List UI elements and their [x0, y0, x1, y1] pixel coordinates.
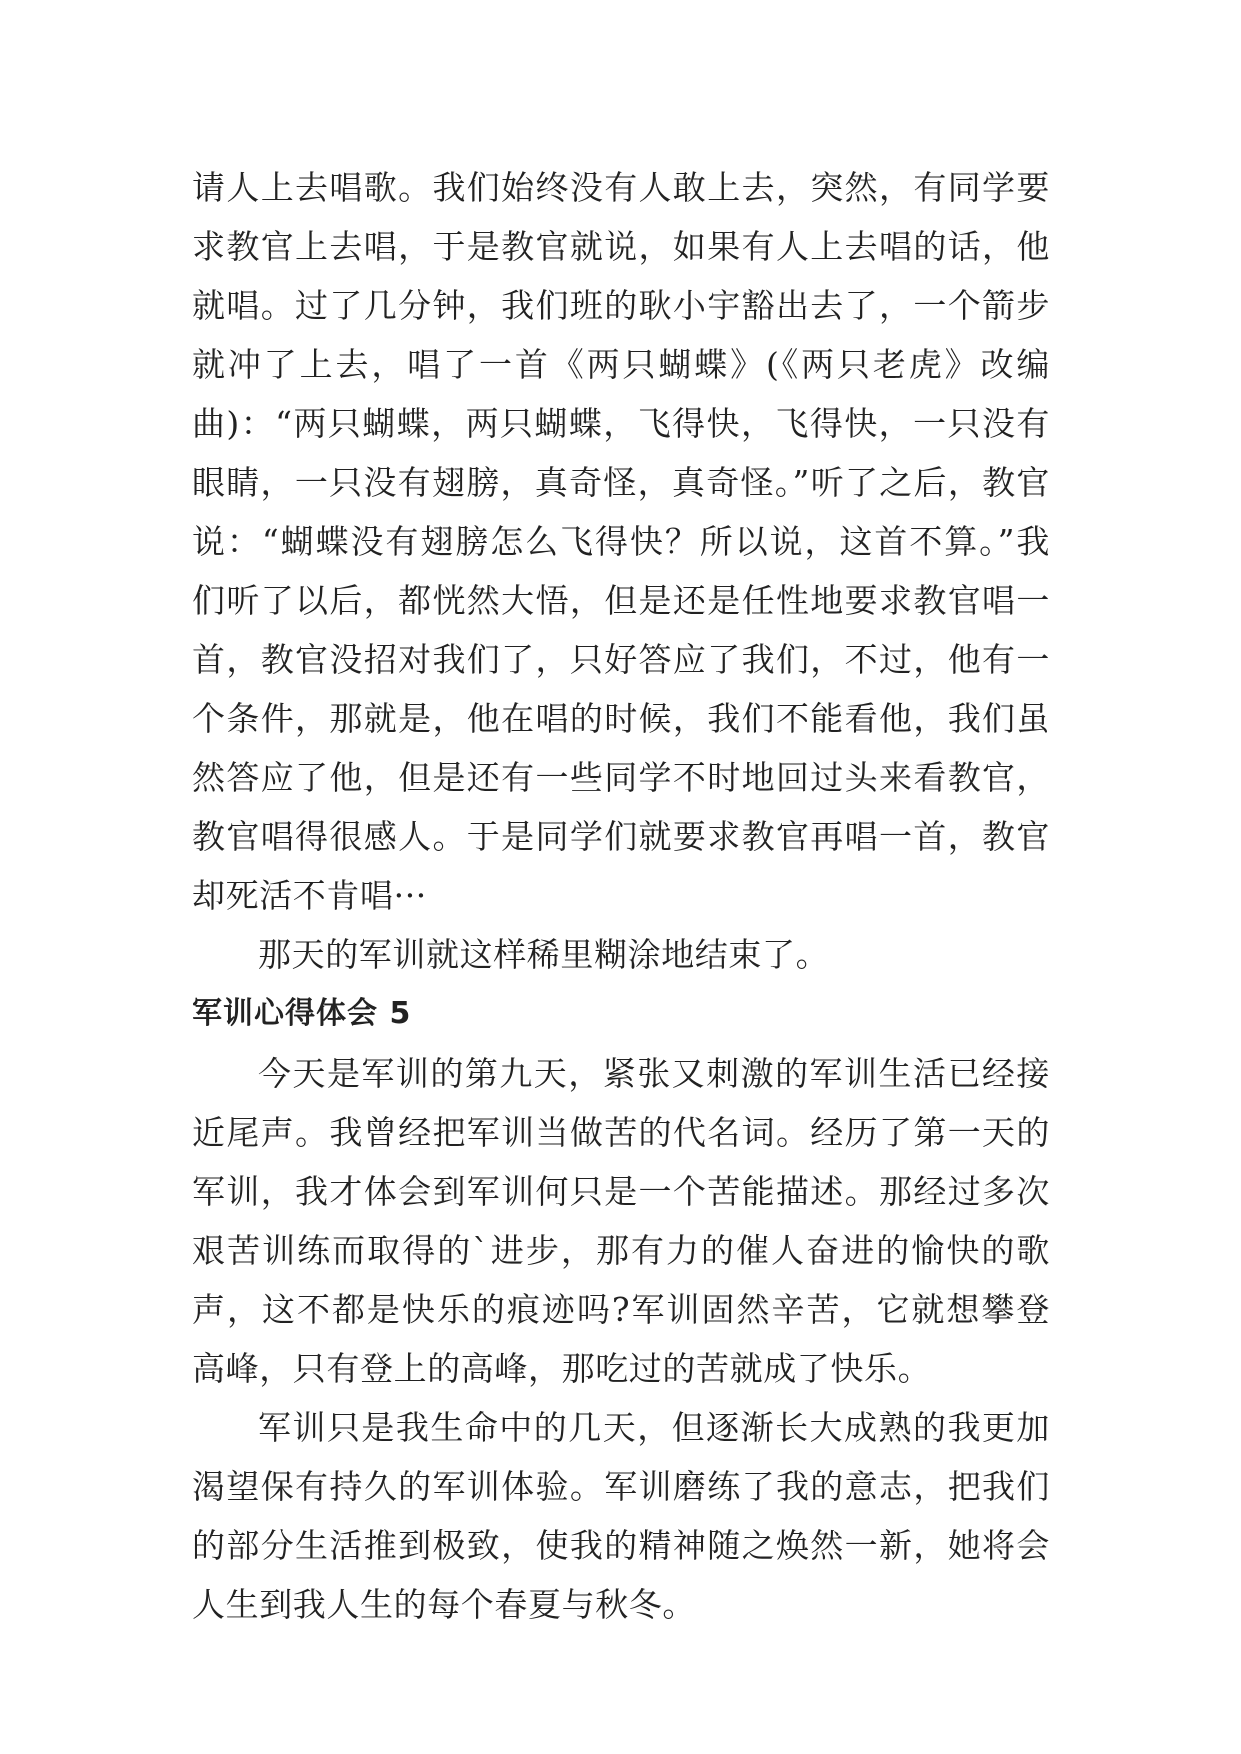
section-paragraph-1: 今天是军训的第九天，紧张又刺激的军训生活已经接近尾声。我曾经把军训当做苦的代名词。经历了第一天的军训，我才体会到军训何只是一个苦能描述。那经过多次艰苦训练而取得的`进步，那有力的催人奋进的愉快的歌声，这不都是快乐的痕迹吗?军训固然辛苦，它就想攀登高峰，只有登上的高峰，那吃过的苦就成了快乐。: [192, 1054, 1050, 1388]
section-paragraph-2: 军训只是我生命中的几天，但逐渐长大成熟的我更加渴望保有持久的军训体验。军训磨练了我的意志，把我们的部分生活推到极致，使我的精神随之焕然一新，她将会人生到我人生的每个春夏与秋冬。: [192, 1408, 1050, 1624]
document-body: [192, 158, 1050, 1634]
section-heading: 军训心得体会 5: [192, 996, 412, 1031]
paragraph-closing: 那天的军训就这样稀里糊涂地结束了。: [258, 935, 830, 974]
paragraph-continued: 请人上去唱歌。我们始终没有人敢上去，突然，有同学要求教官上去唱，于是教官就说，如果有人上去唱的话，他就唱。过了几分钟，我们班的耿小宇豁出去了，一个箭步就冲了上去，唱了一首《两只蝴蝶》(《两只老虎》改编曲)：“两只蝴蝶，两只蝴蝶，飞得快，飞得快，一只没有眼睛，一只没有翅膀，真奇怪，真奇怪。”听了之后，教官说：“蝴蝶没有翅膀怎么飞得快？所以说，这首不算。”我们听了以后，都恍然大悟，但是还是任性地要求教官唱一首，教官没招对我们了，只好答应了我们，不过，他有一个条件，那就是，他在唱的时候，我们不能看他，我们虽然答应了他，但是还有一些同学不时地回过头来看教官，教官唱得很感人。于是同学们就要求教官再唱一首，教官却死活不肯唱···: [192, 168, 1050, 915]
